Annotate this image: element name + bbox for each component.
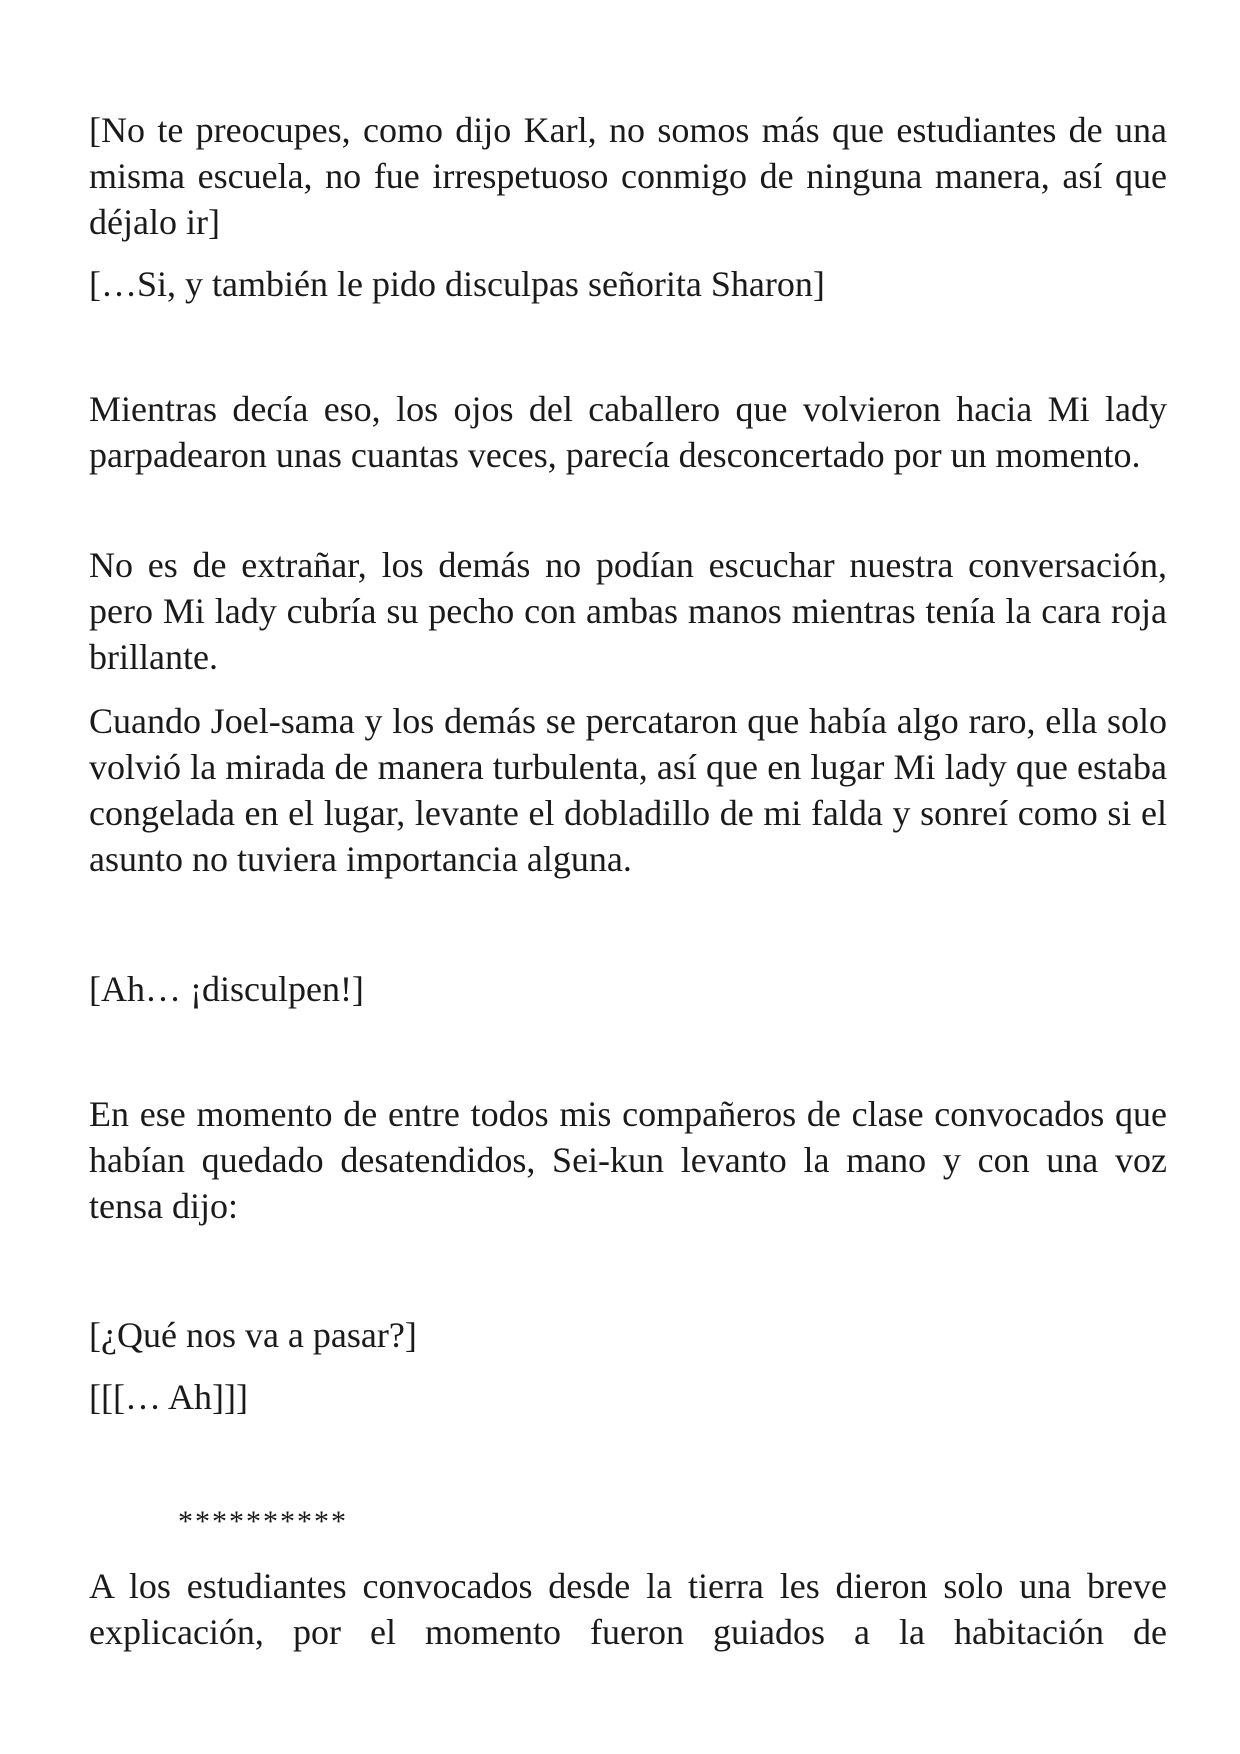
paragraph-dialogue-1: [No te preocupes, como dijo Karl, no somos más que estudiantes de una misma escuela, no fue irrespetuoso conmigo de ninguna manera, así que déjalo ir] <box>89 110 1167 242</box>
paragraph-narration-1: Mientras decía eso, los ojos del caballero que volvieron hacia Mi lady parpadearon unas cuantas veces, parecía desconcertado por un momento. <box>89 389 1167 475</box>
paragraph-dialogue-3: [Ah… ¡disculpen!] <box>89 969 364 1009</box>
paragraph-narration-5: A los estudiantes convocados desde la tierra les dieron solo una breve explicación, por el momento fueron guiados a la habitación de <box>89 1566 1167 1652</box>
paragraph-dialogue-5: [[[… Ah]]] <box>89 1377 248 1417</box>
paragraph-narration-4: En ese momento de entre todos mis compañeros de clase convocados que habían quedado desatendidos, Sei-kun levanto la mano y con una voz tensa dijo: <box>89 1094 1167 1226</box>
section-separator: ********** <box>178 1505 348 1538</box>
paragraph-dialogue-4: [¿Qué nos va a pasar?] <box>89 1315 417 1355</box>
paragraph-dialogue-2: […Si, y también le pido disculpas señorita Sharon] <box>89 264 825 304</box>
paragraph-narration-3: Cuando Joel-sama y los demás se percataron que había algo raro, ella solo volvió la mirada de manera turbulenta, así que en lugar Mi lady que estaba congelada en el lugar, levante el dobladillo de mi falda y sonreí como si el asunto no tuviera importancia alguna. <box>89 701 1167 879</box>
paragraph-narration-2: No es de extrañar, los demás no podían escuchar nuestra conversación, pero Mi lady cubría su pecho con ambas manos mientras tenía la cara roja brillante. <box>89 545 1167 677</box>
